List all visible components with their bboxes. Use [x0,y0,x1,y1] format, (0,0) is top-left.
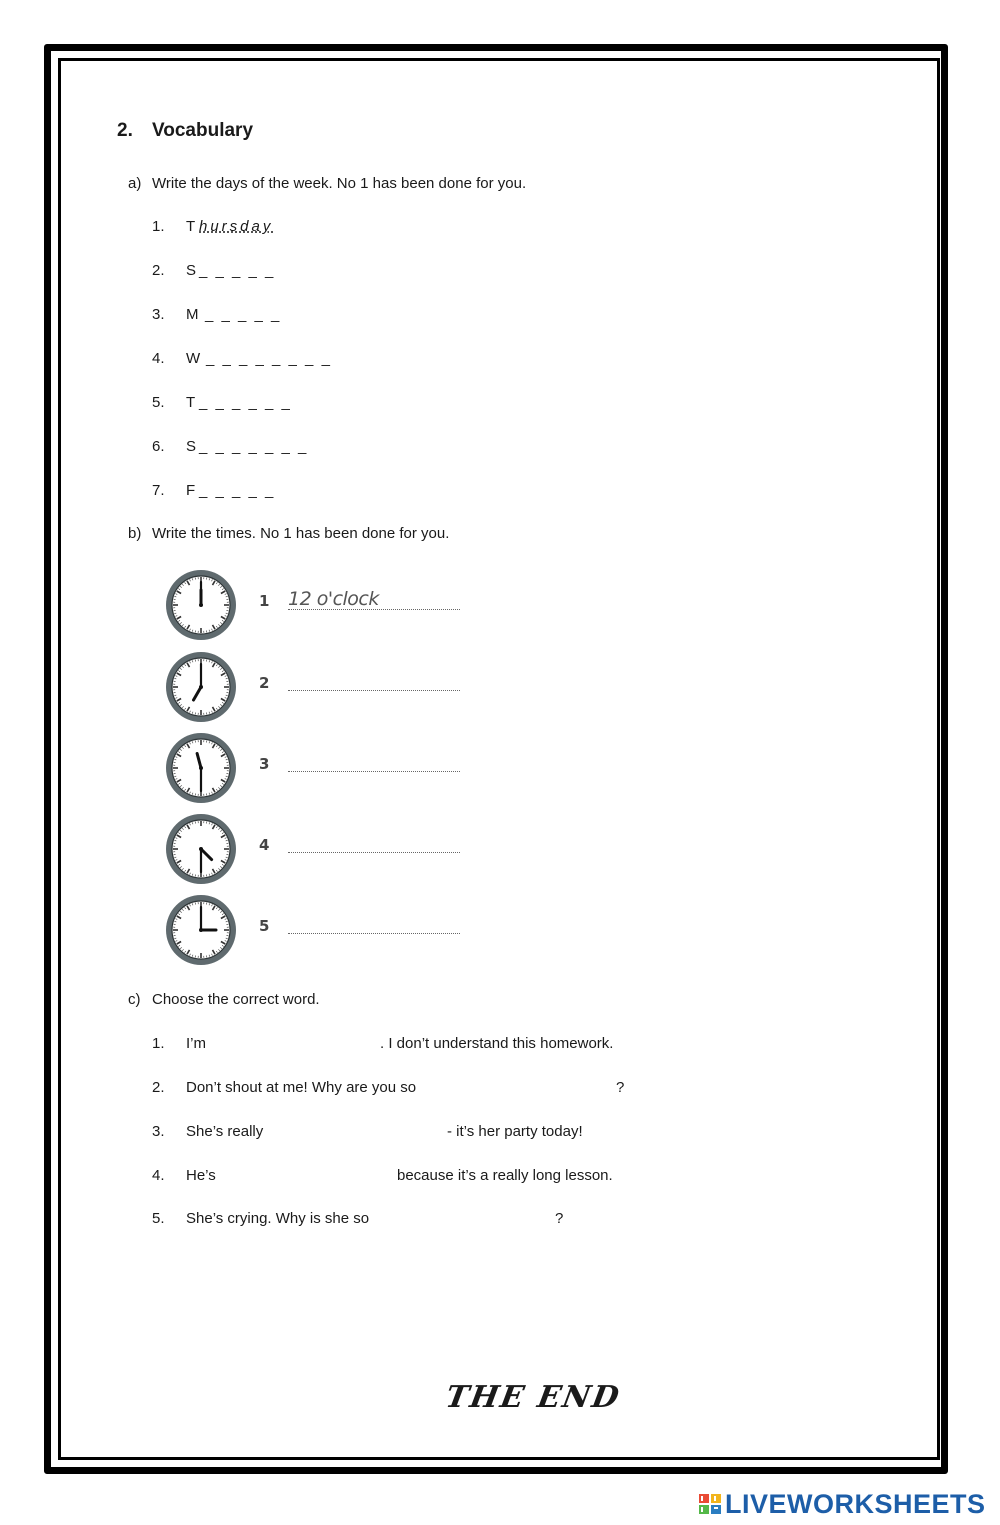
clock-center [199,766,203,770]
part-c-label: c) [128,991,141,1008]
day-item-blank[interactable]: _ _ _ _ _ [199,482,276,499]
part-b-instruction: Write the times. No 1 has been done for you. [152,525,450,542]
clock-icon [163,568,239,642]
day-item-answer: hursday [199,218,274,235]
sentence-number: 4. [152,1167,165,1184]
day-item-blank[interactable]: _ _ _ _ _ _ _ [199,438,309,455]
section-title: Vocabulary [152,120,254,141]
part-a-instruction: Write the days of the week. No 1 has been done for you. [152,175,527,192]
sentence-end: because it’s a really long lesson. [397,1167,613,1184]
footer-brand[interactable] [698,1487,986,1521]
clock-item-number: 1 [259,592,270,610]
clock-item-number: 5 [259,917,270,935]
answer-dropdown[interactable] [384,1205,549,1229]
day-item-blank[interactable]: _ _ _ _ _ _ _ _ [206,350,332,367]
clock-item-number: 2 [259,674,270,692]
clock-item-number: 3 [259,755,270,773]
day-item-number: 1. [152,218,165,235]
day-item-number: 2. [152,262,165,279]
sentence-end: ? [555,1210,564,1227]
day-item-first-letter: W [186,350,201,367]
day-item-blank[interactable]: _ _ _ _ _ [205,306,282,323]
clock-icon [163,731,239,805]
clock-example-answer: 12 o'clock [288,588,379,610]
sentence-start: I’m [186,1035,206,1052]
part-b-label: b) [128,525,142,542]
day-item-number: 7. [152,482,165,499]
clock-icon [163,650,239,724]
clock-item-number: 4 [259,836,270,854]
day-item-first-letter: T [186,394,196,411]
sentence-start: Don’t shout at me! Why are you so [186,1079,417,1096]
day-item-first-letter: M [186,306,199,323]
answer-dropdown[interactable] [215,1030,375,1054]
sentence-end: . I don’t understand this homework. [380,1035,614,1052]
clock-answer-line[interactable] [288,852,460,853]
clock-center [199,603,203,607]
section-number: 2. [117,120,133,141]
clock-center [199,928,203,932]
sentence-start: He’s [186,1167,216,1184]
sentence-start: She’s crying. Why is she so [186,1210,370,1227]
answer-dropdown[interactable] [274,1118,442,1142]
brand-name: LIVEWORKSHEETS [725,1488,986,1519]
answer-dropdown[interactable] [445,1074,610,1098]
clock-center [199,685,203,689]
sentence-end: ? [616,1079,625,1096]
day-item-number: 5. [152,394,165,411]
clock-center [199,847,203,851]
sentence-number: 5. [152,1210,165,1227]
the-end-text: THE END [442,1380,624,1415]
day-item-first-letter: F [186,482,196,499]
day-item-first-letter: T [186,218,196,235]
clock-answer-line[interactable] [288,933,460,934]
day-item-number: 6. [152,438,165,455]
day-item-first-letter: S [186,438,197,455]
answer-dropdown[interactable] [222,1162,392,1186]
day-item-number: 3. [152,306,165,323]
part-a-label: a) [128,175,142,192]
clock-icon [163,893,239,967]
day-item-blank[interactable]: _ _ _ _ _ _ [199,394,292,411]
clock-answer-line[interactable] [288,771,460,772]
sentence-start: She’s really [186,1123,264,1140]
clock-answer-line[interactable] [288,609,460,610]
clock-answer-line[interactable] [288,690,460,691]
day-item-first-letter: S [186,262,197,279]
sentence-number: 3. [152,1123,165,1140]
day-item-blank[interactable]: _ _ _ _ _ [199,262,276,279]
sentence-end: - it’s her party today! [447,1123,583,1140]
clock-icon [163,812,239,886]
sentence-number: 2. [152,1079,165,1096]
part-c-instruction: Choose the correct word. [152,991,320,1008]
liveworksheets-logo-icon [698,1492,722,1516]
sentence-number: 1. [152,1035,165,1052]
day-item-number: 4. [152,350,165,367]
